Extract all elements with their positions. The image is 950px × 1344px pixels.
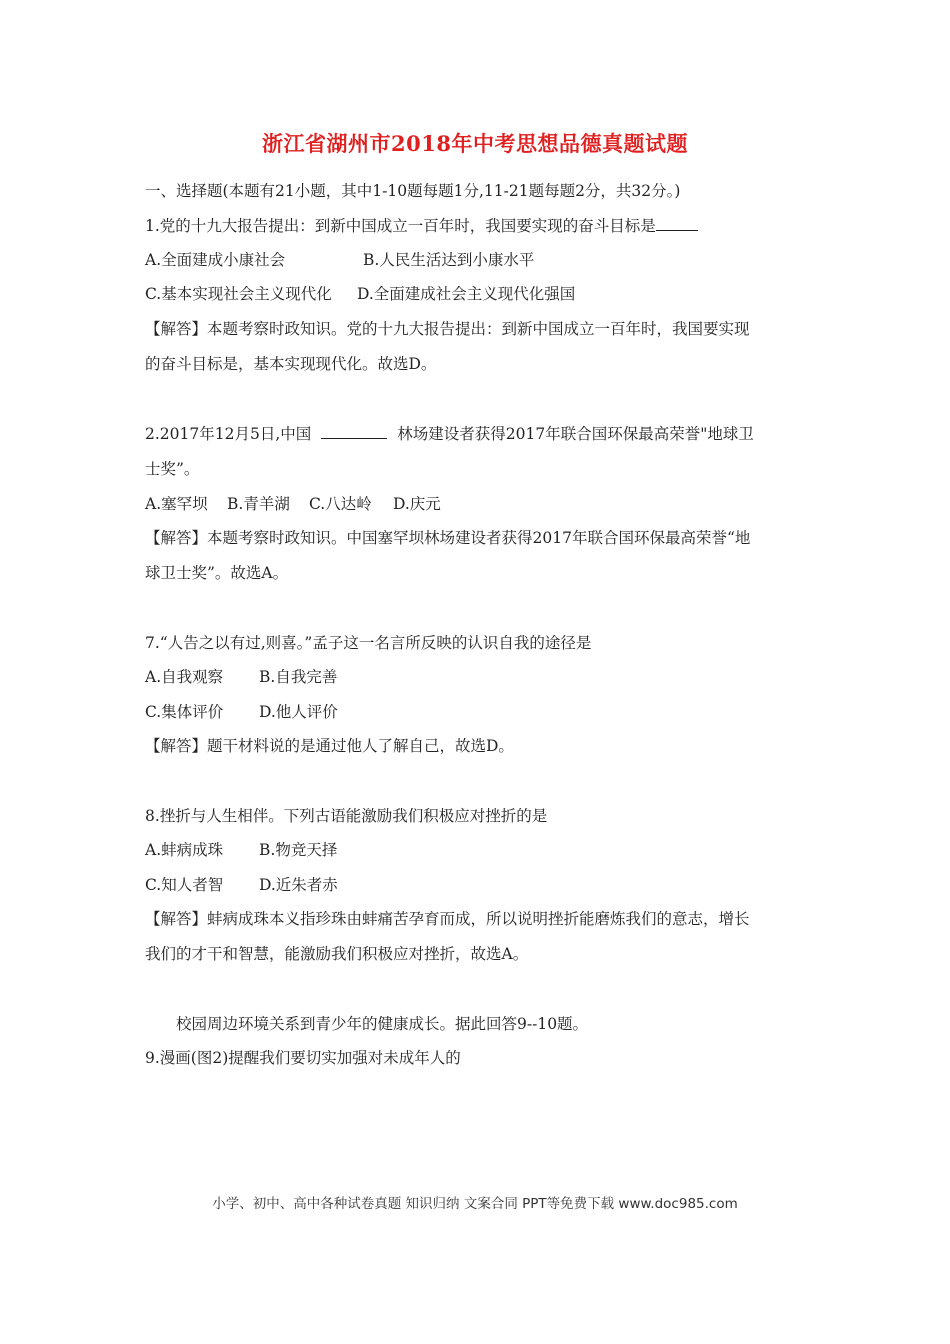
option-b: B.人民生活达到小康水平 — [363, 251, 535, 269]
answer-blank — [321, 424, 387, 439]
question-2-answer-line2: 球卫士奖”。故选A。 — [145, 564, 289, 582]
section-header: 一、选择题(本题有21小题，其中1-10题每题1分,11-21题每题2分，共32分。) — [145, 182, 681, 200]
question-2-stem-line2: 士奖”。 — [145, 460, 200, 478]
question-8-answer-line1: 【解答】蚌病成珠本义指珍珠由蚌痛苦孕育而成，所以说明挫折能磨炼我们的意志，增长 — [145, 910, 750, 928]
option-a: A.全面建成小康社会 — [145, 251, 286, 269]
option-c: C.知人者智 — [145, 876, 224, 894]
option-d: D.庆元 — [393, 495, 441, 513]
question-1-options-row2 — [145, 284, 575, 304]
answer-blank — [656, 216, 698, 231]
option-a: A.自我观察 — [145, 668, 224, 686]
option-b: B.物竞天择 — [259, 841, 338, 859]
option-c: C.八达岭 — [309, 495, 372, 513]
question-7-stem: 7.“人告之以有过,则喜。”孟子这一名言所反映的认识自我的途径是 — [145, 634, 592, 652]
question-1-options-row1 — [145, 250, 534, 270]
question-2-options — [145, 494, 441, 514]
question-9-stem: 9.漫画(图2)提醒我们要切实加强对未成年人的 — [145, 1049, 461, 1067]
option-c: C.基本实现社会主义现代化 — [145, 285, 332, 303]
option-a: A.塞罕坝 — [145, 495, 208, 513]
question-1-answer-line2: 的奋斗目标是，基本实现现代化。故选D。 — [145, 355, 437, 373]
question-2-stem — [145, 424, 754, 444]
page-footer: 小学、初中、高中各种试卷真题 知识归纳 文案合同 PPT等免费下载 www.doc985.com — [212, 1196, 738, 1212]
option-b: B.自我完善 — [259, 668, 338, 686]
option-d: D.他人评价 — [259, 703, 338, 721]
question-1-text: 1.党的十九大报告提出：到新中国成立一百年时，我国要实现的奋斗目标是 — [145, 217, 656, 235]
question-8-options-row1 — [145, 840, 337, 860]
question-1-stem — [145, 216, 698, 236]
question-8-stem: 8.挫折与人生相伴。下列古语能激励我们积极应对挫折的是 — [145, 807, 548, 825]
question-2-answer-line1: 【解答】本题考察时政知识。中国塞罕坝林场建设者获得2017年联合国环保最高荣誉“地 — [145, 529, 751, 547]
page-title: 浙江省湖州市2018年中考思想品德真题试题 — [262, 131, 688, 156]
question-8-options-row2 — [145, 875, 338, 895]
option-d: D.全面建成社会主义现代化强国 — [357, 285, 576, 303]
question-1-answer-line1: 【解答】本题考察时政知识。党的十九大报告提出：到新中国成立一百年时，我国要实现 — [145, 320, 750, 338]
option-d: D.近朱者赤 — [259, 876, 338, 894]
question-2-text-pre: 2.2017年12月5日,中国 — [145, 425, 312, 443]
question-8-answer-line2: 我们的才干和智慧，能激励我们积极应对挫折，故选A。 — [145, 945, 529, 963]
question-7-answer: 【解答】题干材料说的是通过他人了解自己，故选D。 — [145, 737, 514, 755]
question-7-options-row2 — [145, 702, 338, 722]
question-2-text-post: 林场建设者获得2017年联合国环保最高荣誉"地球卫 — [397, 425, 754, 443]
option-a: A.蚌病成珠 — [145, 841, 224, 859]
question-7-options-row1 — [145, 667, 337, 687]
passage-intro: 校园周边环境关系到青少年的健康成长。据此回答9--10题。 — [176, 1015, 589, 1033]
option-c: C.集体评价 — [145, 703, 224, 721]
option-b: B.青羊湖 — [227, 495, 290, 513]
